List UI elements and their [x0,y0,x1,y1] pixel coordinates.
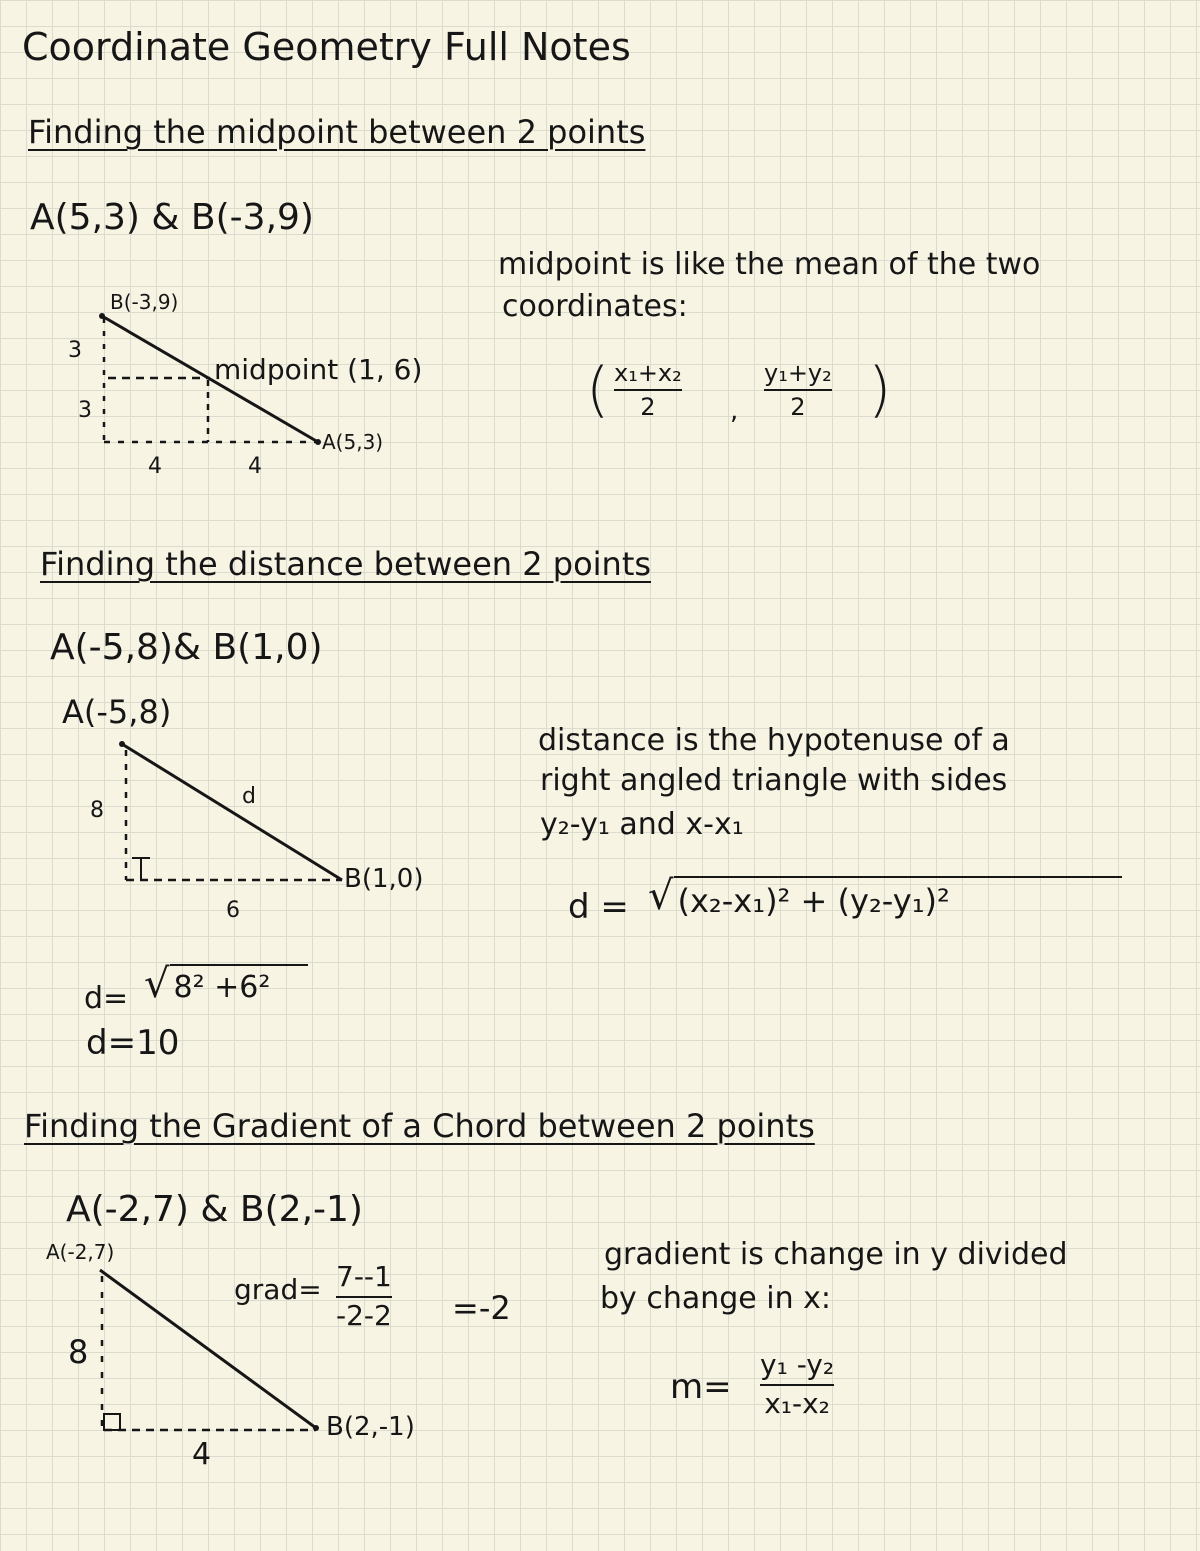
distance-formula-lhs: d = [568,887,629,927]
distance-points: A(-5,8)& B(1,0) [50,627,323,668]
distance-formula-radicand: (x₂-x₁)² + (y₂-y₁)² [674,876,1122,920]
formula-open-paren: ( [586,355,610,425]
label-a-distance: A(-5,8) [62,693,172,731]
side-top: 3 [68,338,82,363]
label-a-gradient: A(-2,7) [46,1240,115,1264]
label-b: B(-3,9) [110,290,179,314]
fraction-bar [760,1384,834,1386]
side-hypotenuse: d [242,784,256,809]
side-bottom: 3 [78,398,92,423]
label-b-distance: B(1,0) [344,864,424,894]
side-horizontal: 6 [226,898,240,923]
grad-denominator: -2-2 [336,1298,392,1332]
formula-close-paren: ) [868,355,892,425]
grad-fraction [336,1262,392,1332]
grad-result: =-2 [452,1289,511,1327]
grad-numerator: 7--1 [336,1260,392,1293]
gradient-points: A(-2,7) & B(2,-1) [66,1189,363,1230]
y-denominator: 2 [790,393,806,422]
y-numerator: y₁+y₂ [764,359,832,387]
label-midpoint: midpoint (1, 6) [214,353,423,386]
m-lhs: m= [670,1367,732,1407]
calc-line1-radicand: 8² +6² [170,964,308,1005]
label-b-gradient: B(2,-1) [326,1412,415,1442]
gradient-note-line1: gradient is change in y divided [604,1237,1068,1272]
sqrt-icon: √ [648,873,674,919]
base-right: 4 [248,454,262,479]
x-denominator: 2 [640,393,656,422]
distance-note-line3: y₂-y₁ and x-x₁ [540,807,744,842]
formula-comma: , [730,396,739,426]
calc-line2: d=10 [86,1023,180,1063]
distance-heading: Finding the distance between 2 points [40,545,652,583]
sqrt-icon: √ [144,961,170,1007]
midpoint-note-line2: coordinates: [502,289,688,324]
fraction-bar [336,1296,392,1298]
gradient-heading: Finding the Gradient of a Chord between 2 points [24,1107,815,1145]
m-fraction [760,1350,834,1420]
m-numerator: y₁ -y₂ [760,1348,835,1381]
right-angle-icon [104,1414,120,1430]
x-numerator: x₁+x₂ [614,359,682,387]
m-denominator: x₁-x₂ [764,1386,830,1420]
side-vertical: 8 [68,1333,89,1371]
page-title: Coordinate Geometry Full Notes [22,25,631,69]
distance-note-line2: right angled triangle with sides [540,763,1008,798]
midpoint-heading: Finding the midpoint between 2 points [28,113,646,151]
grad-lhs: grad= [234,1273,322,1306]
distance-note-line1: distance is the hypotenuse of a [538,723,1010,758]
calc-line1-lhs: d= [84,981,129,1016]
gradient-note-line2: by change in x: [600,1281,832,1316]
base-left: 4 [148,454,162,479]
label-a: A(5,3) [322,430,384,454]
midpoint-points: A(5,3) & B(-3,9) [30,197,314,238]
midpoint-note-line1: midpoint is like the mean of the two [498,247,1041,282]
side-horizontal: 4 [192,1437,212,1472]
side-vertical: 8 [90,798,104,823]
